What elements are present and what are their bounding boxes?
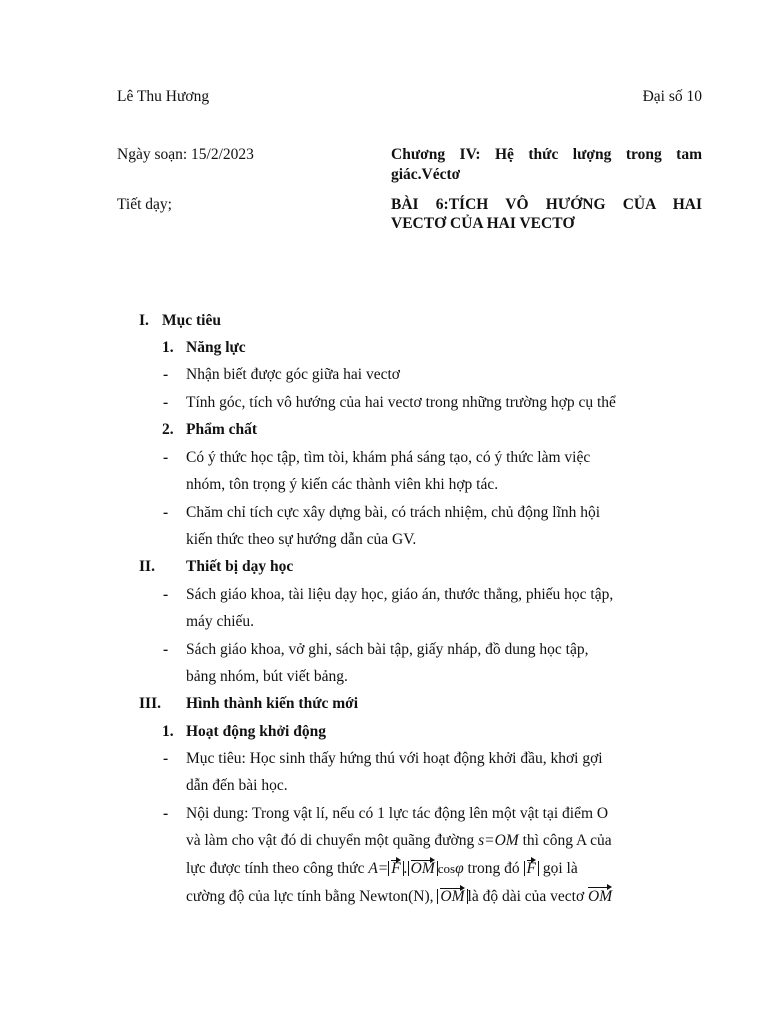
bullet: - [163,641,169,658]
period-label: Tiết dạy; [117,196,172,213]
list-item-continuation: nhóm, tôn trọng ý kiến các thành viên khi hợp tác. [186,476,499,493]
section-3-1-number: 1. [162,723,174,740]
list-item-continuation: bảng nhóm, bút viết bảng. [186,668,348,685]
bullet: - [163,504,169,521]
list-item: Sách giáo khoa, vở ghi, sách bài tập, giấy nháp, đồ dung học tập, [186,641,589,658]
list-item: Chăm chỉ tích cực xây dựng bài, có trách nhiệm, chủ động lĩnh hội [186,504,601,521]
list-item: Tính góc, tích vô hướng của hai vectơ trong những trường hợp cụ thể [186,394,616,411]
list-item: Mục tiêu: Học sinh thấy hứng thú với hoạt động khởi đầu, khơi gợi [186,750,603,767]
bullet: - [163,366,169,383]
bullet: - [163,586,169,603]
lesson-title-line1: BÀI 6:TÍCH VÔ HƯỚNG CỦA HAI [391,196,702,213]
section-3-title: Hình thành kiến thức mới [186,695,359,712]
om-vector: OM [588,888,613,905]
section-1-1-number: 1. [162,339,174,356]
section-2-title: Thiết bị dạy học [186,558,294,575]
section-3-1-title: Hoạt động khởi động [186,723,326,740]
list-item-continuation: kiến thức theo sự hướng dẫn của GV. [186,531,417,548]
section-1-2-title: Phẩm chất [186,421,258,438]
list-item: Có ý thức học tập, tìm tòi, khám phá sáng tạo, có ý thức làm việc [186,449,591,466]
lesson-title-line2: VECTƠ CỦA HAI VECTƠ [391,215,575,232]
bullet: - [163,805,169,822]
chapter-title-line2: giác.Véctơ [391,166,461,183]
section-1-2-number: 2. [162,421,174,438]
list-item-continuation: cường độ của lực tính bằng Newton(N), OM là độ dài của vectơ OM [186,888,613,905]
work-formula: A= F . OM cosφ [368,860,464,877]
list-item: Sách giáo khoa, tài liệu dạy học, giáo án, thước thẳng, phiếu học tập, [186,586,614,603]
author-name: Lê Thu Hương [117,88,210,105]
bullet: - [163,750,169,767]
subject-label: Đại số 10 [642,88,702,105]
force-magnitude: F [524,861,539,876]
list-item: Nội dung: Trong vật lí, nếu có 1 lực tác động lên một vật tại điểm O [186,805,609,822]
bullet: - [163,394,169,411]
chapter-title-line1: Chương IV: Hệ thức lượng trong tam [391,146,702,163]
distance-formula: s=OM [478,832,519,849]
prep-date: Ngày soạn: 15/2/2023 [117,146,254,163]
list-item-continuation: lực được tính theo công thức A= F . OM cosφ trong đó F gọi là [186,860,578,877]
list-item-continuation: dẫn đến bài học. [186,777,288,794]
section-1-1-title: Năng lực [186,339,246,356]
section-1-number: I. [139,312,149,329]
om-magnitude: OM [437,889,467,904]
list-item: Nhận biết được góc giữa hai vectơ [186,366,400,383]
bullet: - [163,449,169,466]
section-3-number: III. [139,695,161,712]
list-item-continuation: và làm cho vật đó di chuyển một quãng đường s=OM thì công A của [186,832,612,849]
section-1-title: Mục tiêu [162,312,221,329]
section-2-number: II. [139,558,155,575]
list-item-continuation: máy chiếu. [186,613,255,630]
